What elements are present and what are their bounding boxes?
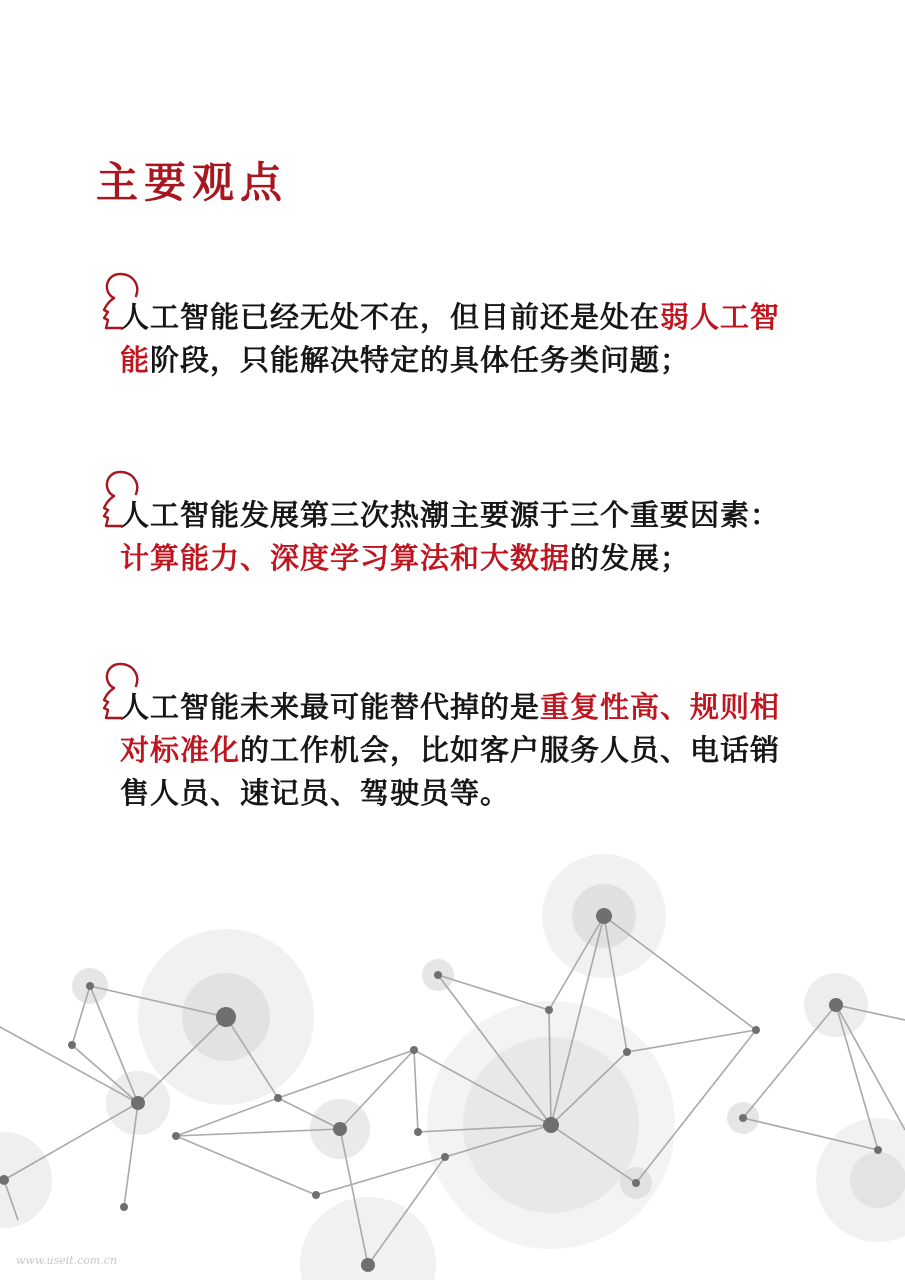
key-point-3 (92, 660, 832, 815)
point-text-segment: 的发展； (570, 541, 691, 575)
point-text-segment: 人工智能发展第三次热潮主要源于三个重要因素： (120, 498, 781, 532)
key-point-text (120, 686, 832, 815)
highlight-text: 对标准化 (120, 733, 241, 767)
highlight-text: 计算能力、深度学习算法和大数据 (120, 541, 571, 575)
head-outline-icon (92, 660, 142, 722)
head-outline-icon (92, 468, 142, 530)
point-text-segment: 人工智能未来最可能替代掉的是 (120, 690, 541, 724)
point-text-segment: 人工智能已经无处不在，但目前还是处在 (120, 300, 661, 334)
key-point-text (120, 494, 832, 580)
highlight-text: 能 (120, 343, 151, 377)
page-title: 主要观点 (96, 158, 289, 207)
highlight-text: 重复性高、规则相 (540, 690, 781, 724)
key-point-text (120, 296, 832, 382)
highlight-text: 弱人工智 (660, 300, 781, 334)
network-halos (0, 854, 905, 1280)
key-point-1 (92, 270, 832, 382)
point-text-segment: 的工作机会，比如客户服务人员、电话销 (240, 733, 781, 767)
point-text-segment: 阶段，只能解决特定的具体任务类问题； (150, 343, 691, 377)
point-text-segment: 售人员、速记员、驾驶员等。 (120, 776, 511, 810)
key-point-2 (92, 468, 832, 580)
watermark-text: www.useit.com.cn (16, 1254, 118, 1267)
head-outline-icon (92, 270, 142, 332)
network-illustration (0, 840, 905, 1280)
